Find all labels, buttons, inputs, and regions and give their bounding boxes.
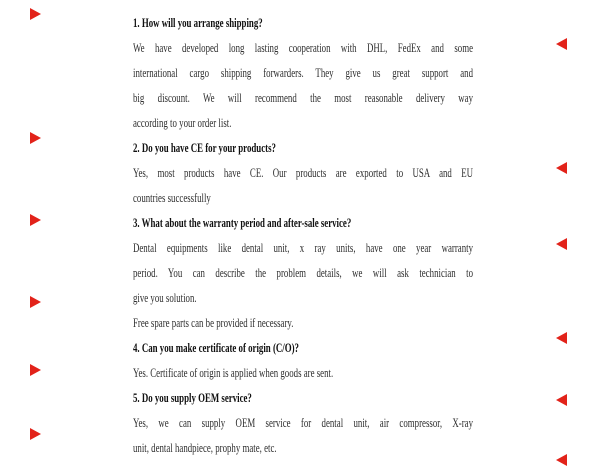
- faq-answer-line: countries successfully: [133, 190, 211, 205]
- red-triangle-marker-icon: [556, 332, 567, 344]
- red-triangle-marker-icon: [30, 364, 41, 376]
- faq-question-heading: 3. What about the warranty period and after-sale service?: [133, 215, 352, 230]
- red-triangle-marker-icon: [556, 38, 567, 50]
- faq-answer-line: Free spare parts can be provided if necessary.: [133, 315, 294, 330]
- faq-text-column: [133, 10, 473, 460]
- red-triangle-marker-icon: [556, 162, 567, 174]
- red-triangle-marker-icon: [556, 454, 567, 466]
- red-triangle-marker-icon: [30, 132, 41, 144]
- faq-answer-line: Yes, most products have CE. Our products are exported to USA and EU: [133, 165, 473, 180]
- red-triangle-marker-icon: [556, 394, 567, 406]
- faq-question-heading: 5. Do you supply OEM service?: [133, 390, 252, 405]
- faq-answer-line: period. You can describe the problem details, we will ask technician to: [133, 265, 473, 280]
- faq-answer-line: international cargo shipping forwarders. They give us great support and: [133, 65, 473, 80]
- faq-answer-line: according to your order list.: [133, 115, 232, 130]
- red-triangle-marker-icon: [30, 8, 41, 20]
- red-triangle-marker-icon: [556, 238, 567, 250]
- faq-answer-line: give you solution.: [133, 290, 197, 305]
- faq-question-heading: 4. Can you make certificate of origin (C/O)?: [133, 340, 299, 355]
- faq-question-heading: 2. Do you have CE for your products?: [133, 140, 276, 155]
- faq-answer-line: Yes. Certificate of origin is applied when goods are sent.: [133, 365, 334, 380]
- red-triangle-marker-icon: [30, 214, 41, 226]
- faq-answer-line: Yes, we can supply OEM service for dental unit, air compressor, X-ray: [133, 415, 473, 430]
- red-triangle-marker-icon: [30, 296, 41, 308]
- faq-answer-line: Dental equipments like dental unit, x ray units, have one year warranty: [133, 240, 473, 255]
- faq-answer-line: We have developed long lasting cooperation with DHL, FedEx and some: [133, 40, 473, 55]
- red-triangle-marker-icon: [30, 428, 41, 440]
- faq-answer-line: unit, dental handpiece, prophy mate, etc.: [133, 440, 277, 455]
- faq-answer-line: big discount. We will recommend the most reasonable delivery way: [133, 90, 473, 105]
- faq-question-heading: 1. How will you arrange shipping?: [133, 15, 263, 30]
